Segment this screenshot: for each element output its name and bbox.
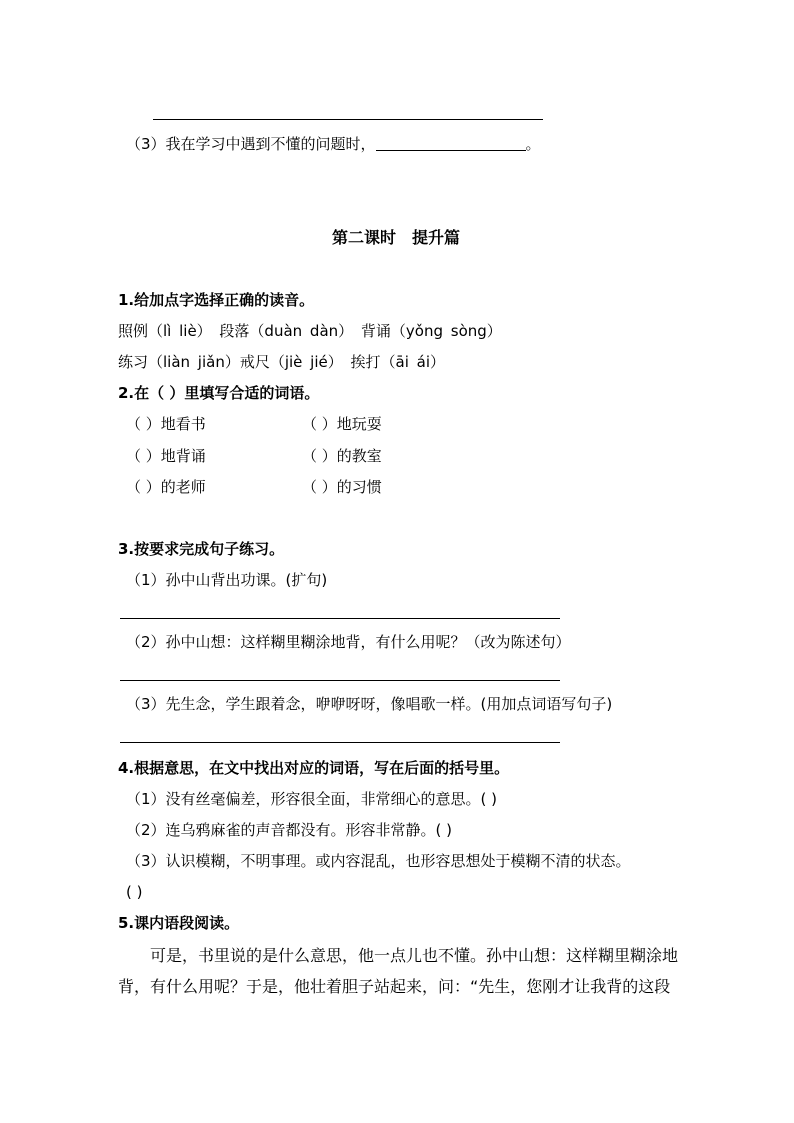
q1-title: 1.给加点字选择正确的读音。 — [118, 291, 315, 309]
q4-item-3-answer: ( ) — [126, 883, 143, 901]
q3-item-2: （2）孙中山想：这样糊里糊涂地背，有什么用呢？（改为陈述句） — [126, 633, 571, 651]
passage-line-2: 背，有什么用呢？于是，他壮着胆子站起来，问：“先生，您刚才让我背的这段 — [118, 977, 671, 996]
q2-item: （ ）地看书 — [126, 415, 206, 433]
top-question-3-end: 。 — [525, 135, 541, 153]
q3-item-3: （3）先生念，学生跟着念，咿咿呀呀，像唱歌一样。(用加点词语写句子) — [126, 695, 613, 713]
answer-line — [120, 742, 560, 743]
answer-line — [120, 680, 560, 681]
lesson-title: 第二课时 提升篇 — [332, 228, 461, 247]
q1-row2: 练习（liàn jiǎn）戒尺（jiè jié） 挨打（āi ái） — [118, 353, 445, 371]
q2-item: （ ）地背诵 — [126, 447, 206, 465]
answer-line — [120, 618, 560, 619]
q4-item-3: （3）认识模糊，不明事理。或内容混乱，也形容思想处于模糊不清的状态。 — [126, 852, 631, 870]
q1-row1: 照例（lì liè） 段落（duàn dàn） 背诵（yǒng sòng） — [118, 322, 502, 340]
passage-line-1: 可是，书里说的是什么意思，他一点儿也不懂。孙中山想：这样糊里糊涂地 — [150, 946, 679, 965]
q4-item-1: （1）没有丝毫偏差，形容很全面，非常细心的意思。( ) — [126, 790, 498, 808]
top-question-3-text: （3）我在学习中遇到不懂的问题时， — [126, 135, 376, 153]
answer-line — [153, 119, 543, 120]
q4-title: 4.根据意思，在文中找出对应的词语，写在后面的括号里。 — [118, 759, 510, 777]
q2-item: （ ）地玩耍 — [302, 415, 382, 433]
q3-title: 3.按要求完成句子练习。 — [118, 540, 285, 558]
q2-item: （ ）的教室 — [302, 447, 382, 465]
q2-item: （ ）的老师 — [126, 478, 206, 496]
q2-title: 2.在（ ）里填写合适的词语。 — [118, 384, 320, 402]
q3-item-1: （1）孙中山背出功课。(扩句) — [126, 571, 328, 589]
q5-title: 5.课内语段阅读。 — [118, 914, 240, 932]
top-question-3 — [126, 134, 541, 154]
answer-blank[interactable] — [376, 136, 526, 151]
q2-item: （ ）的习惯 — [302, 478, 382, 496]
q4-item-2: （2）连乌鸦麻雀的声音都没有。形容非常静。( ) — [126, 821, 453, 839]
